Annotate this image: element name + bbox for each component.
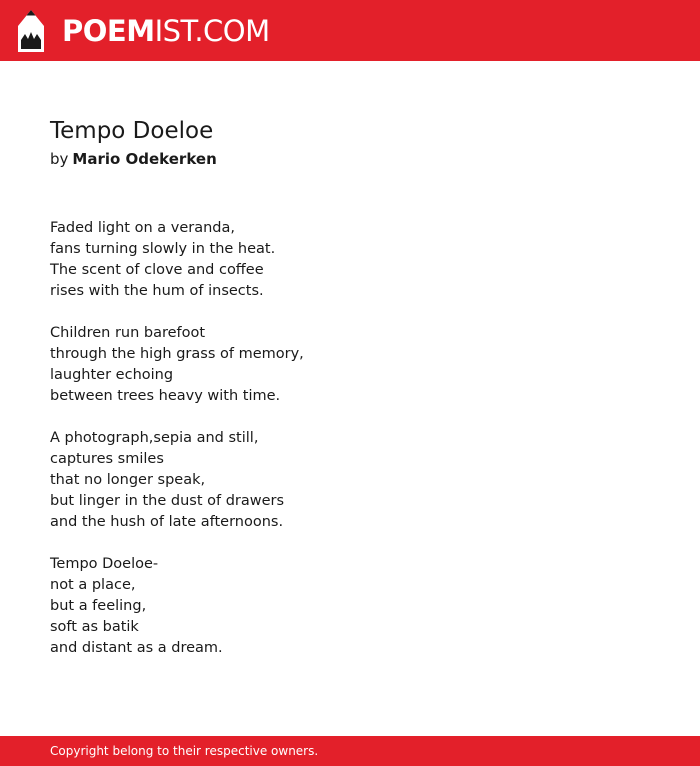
- pencil-icon: [18, 10, 44, 52]
- logo-text-light: IST.COM: [154, 14, 270, 48]
- poem-body: [50, 218, 304, 680]
- poem-line: The scent of clove and coffee: [50, 262, 264, 278]
- poem-line: Tempo Doeloe-: [50, 556, 159, 572]
- poem-line: between trees heavy with time.: [50, 388, 281, 404]
- poem-line: soft as batik: [50, 619, 139, 635]
- poem-title: Tempo Doeloe: [50, 118, 214, 144]
- site-logo[interactable]: [18, 10, 270, 52]
- poem-line: Children run barefoot: [50, 325, 206, 341]
- poem-line: fans turning slowly in the heat.: [50, 241, 276, 257]
- poem-line: rises with the hum of insects.: [50, 283, 264, 299]
- logo-text-bold: POEM: [62, 14, 155, 48]
- poem-line: but a feeling,: [50, 598, 147, 614]
- poem-line: laughter echoing: [50, 367, 174, 383]
- byline-prefix: by: [50, 150, 69, 168]
- poem-line: and the hush of late afternoons.: [50, 514, 284, 530]
- stanza: [50, 428, 304, 533]
- logo-wordmark: [62, 10, 270, 52]
- poem-line: that no longer speak,: [50, 472, 206, 488]
- poem-line: captures smiles: [50, 451, 164, 467]
- site-header: [0, 0, 700, 61]
- poem-line: and distant as a dream.: [50, 640, 223, 656]
- poem-line: through the high grass of memory,: [50, 346, 304, 362]
- poem-line: but linger in the dust of drawers: [50, 493, 285, 509]
- stanza: [50, 218, 304, 302]
- poem-line: not a place,: [50, 577, 136, 593]
- byline: [50, 148, 217, 170]
- poem-line: A photograph,sepia and still,: [50, 430, 259, 446]
- site-footer: [0, 736, 700, 766]
- stanza: [50, 323, 304, 407]
- stanza: [50, 554, 304, 659]
- author-name[interactable]: Mario Odekerken: [72, 150, 217, 168]
- copyright-notice: Copyright belong to their respective owners.: [50, 744, 319, 758]
- poem-line: Faded light on a veranda,: [50, 220, 235, 236]
